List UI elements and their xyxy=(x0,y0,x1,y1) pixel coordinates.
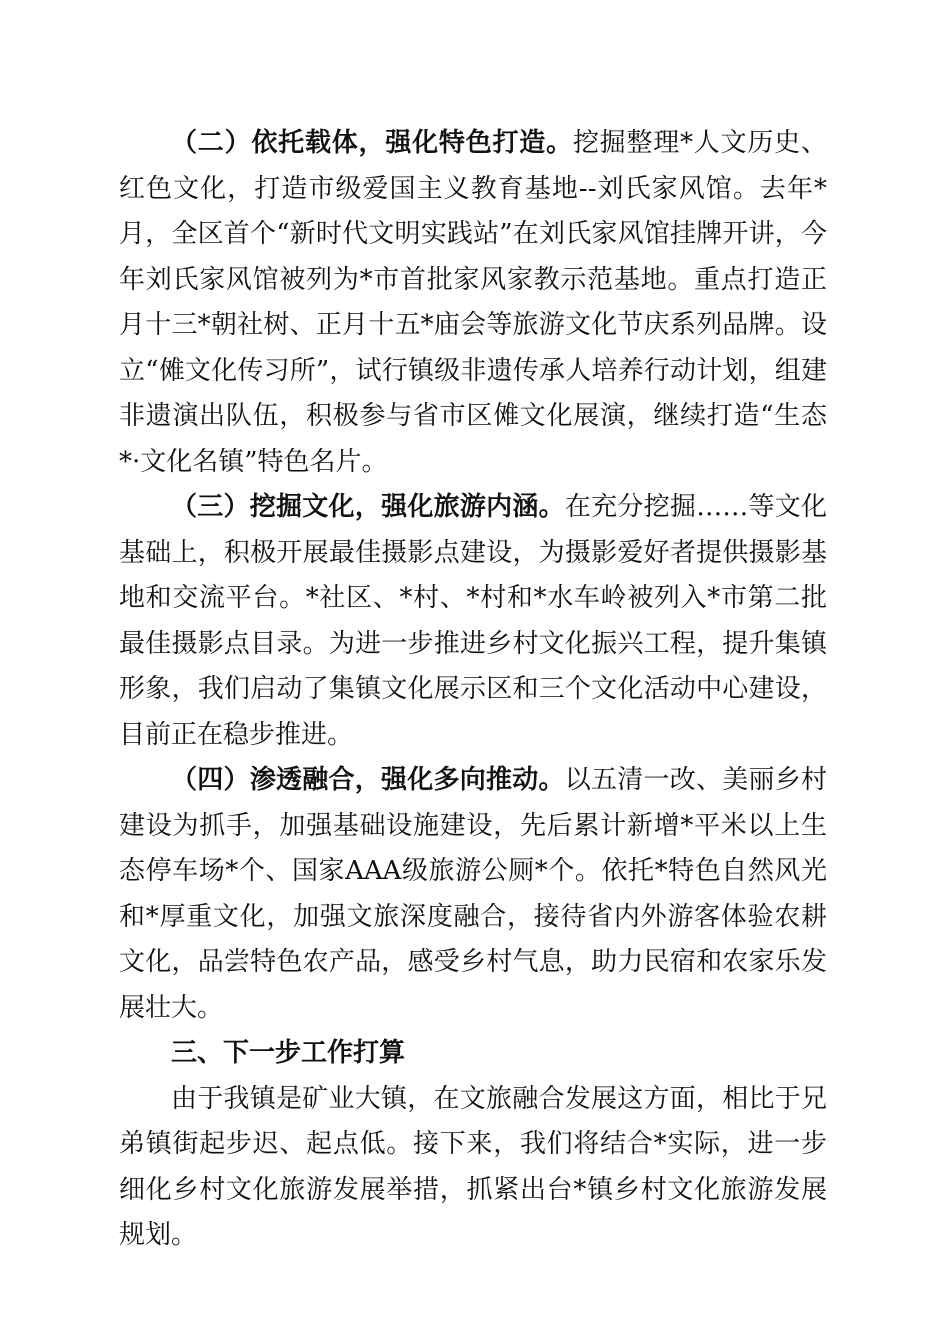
paragraph-2-body: 挖掘整理*人文历史、红色文化，打造市级爱国主义教育基地--刘氏家风馆。去年*月，全区首个“新时代文明实践站”在刘氏家风馆挂牌开讲，今年刘氏家风馆被列为*市首批家风家教示范基地。重点打造正月十三*朝社树、正月十五*庙会等旅游文化节庆系列品牌。设立“傩文化传习所”，试行镇级非遗传承人培养行动计划，组建非遗演出队伍，积极参与省市区傩文化展演，继续打造“生态*·文化名镇”特色名片。 xyxy=(119,128,827,477)
document-page xyxy=(119,121,827,1259)
closing-paragraph: 由于我镇是矿业大镇，在文旅融合发展这方面，相比于兄弟镇街起步迟、起点低。接下来，我们将结合*实际，进一步细化乡村文化旅游发展举措，抓紧出台*镇乡村文化旅游发展规划。 xyxy=(119,1083,827,1250)
paragraph-4-lead: （四）渗透融合，强化多向推动。 xyxy=(171,765,565,795)
paragraph-3-lead: （三）挖掘文化，强化旅游内涵。 xyxy=(171,492,565,522)
paragraph-4-body: 以五清一改、美丽乡村建设为抓手，加强基础设施建设，先后累计新增*平米以上生态停车场*个、国家AAA级旅游公厕*个。依托*特色自然风光和*厚重文化，加强文旅深度融合，接待省内外游客体验农耕文化，品尝特色农产品，感受乡村气息，助力民宿和农家乐发展壮大。 xyxy=(119,765,827,1023)
paragraph-3 xyxy=(119,485,827,758)
section-heading: 三、下一步工作打算 xyxy=(171,1038,406,1068)
paragraph-2 xyxy=(119,121,827,485)
paragraph-4 xyxy=(119,758,827,1031)
paragraph-3-body: 在充分挖掘……等文化基础上，积极开展最佳摄影点建设，为摄影爱好者提供摄影基地和交流平台。*社区、*村、*村和*水车岭被列入*市第二批最佳摄影点目录。为进一步推进乡村文化振兴工程，提升集镇形象，我们启动了集镇文化展示区和三个文化活动中心建设，目前正在稳步推进。 xyxy=(119,492,827,750)
paragraph-2-lead: （二）依托载体，强化特色打造。 xyxy=(171,128,573,158)
